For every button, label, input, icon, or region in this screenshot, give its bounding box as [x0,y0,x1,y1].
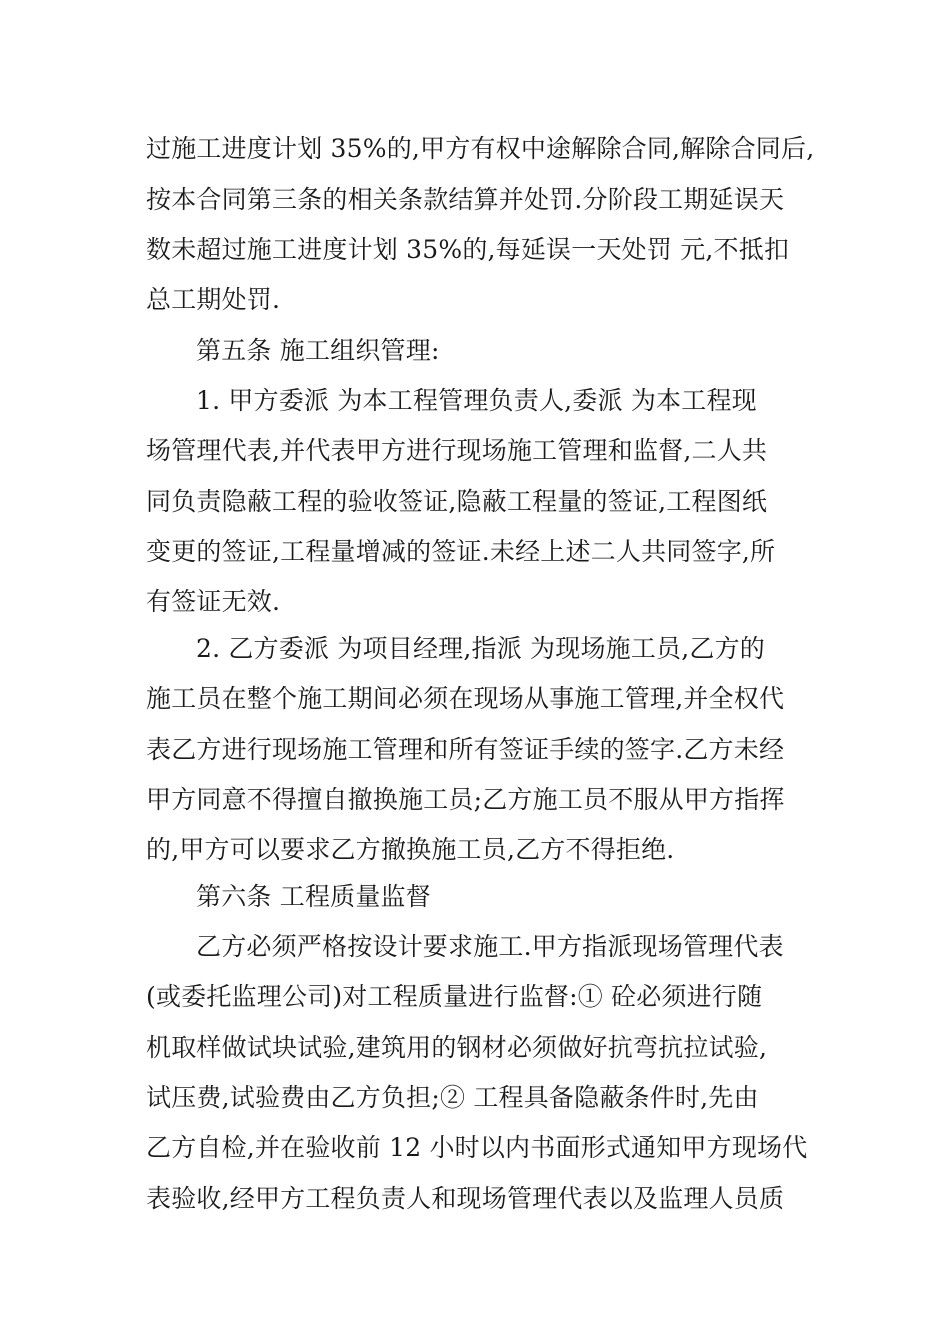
text-line: 按本合同第三条的相关条款结算并处罚.分阶段工期延误天 [146,185,785,214]
text-line: 变更的签证,工程量增减的签证.未经上述二人共同签字,所 [146,537,776,566]
text-line: 同负责隐蔽工程的验收签证,隐蔽工程量的签证,工程图纸 [146,487,768,516]
section-heading: 第六条 工程质量监督 [196,882,431,911]
text-line: 表乙方进行现场施工管理和所有签证手续的签字.乙方未经 [146,735,785,764]
text-line: 机取样做试块试验,建筑用的钢材必须做好抗弯抗拉试验, [146,1033,768,1062]
text-line: 甲方同意不得擅自撤换施工员;乙方施工员不服从甲方指挥 [146,785,785,814]
text-line: 总工期处罚. [146,285,281,314]
text-line: 1. 甲方委派 为本工程管理负责人,委派 为本工程现 [196,386,757,415]
text-line: 过施工进度计划 35%的,甲方有权中途解除合同,解除合同后, [146,134,815,163]
text-line: 施工员在整个施工期间必须在现场从事施工管理,并全权代 [146,684,785,713]
text-line: 乙方自检,并在验收前 12 小时以内书面形式通知甲方现场代 [146,1133,808,1162]
text-line: 2. 乙方委派 为项目经理,指派 为现场施工员,乙方的 [196,634,765,663]
text-line: (或委托监理公司)对工程质量进行监督:① 砼必须进行随 [146,982,763,1011]
text-line: 场管理代表,并代表甲方进行现场施工管理和监督,二人共 [146,436,768,465]
text-line: 的,甲方可以要求乙方撤换施工员,乙方不得拒绝. [146,835,675,864]
text-line: 数未超过施工进度计划 35%的,每延误一天处罚 元,不抵扣 [146,235,790,264]
text-line: 试压费,试验费由乙方负担;② 工程具备隐蔽条件时,先由 [146,1083,759,1112]
section-heading: 第五条 施工组织管理: [196,336,440,365]
text-line: 乙方必须严格按设计要求施工.甲方指派现场管理代表 [196,932,784,961]
text-line: 有签证无效. [146,587,281,616]
text-line: 表验收,经甲方工程负责人和现场管理代表以及监理人员质 [146,1184,785,1213]
